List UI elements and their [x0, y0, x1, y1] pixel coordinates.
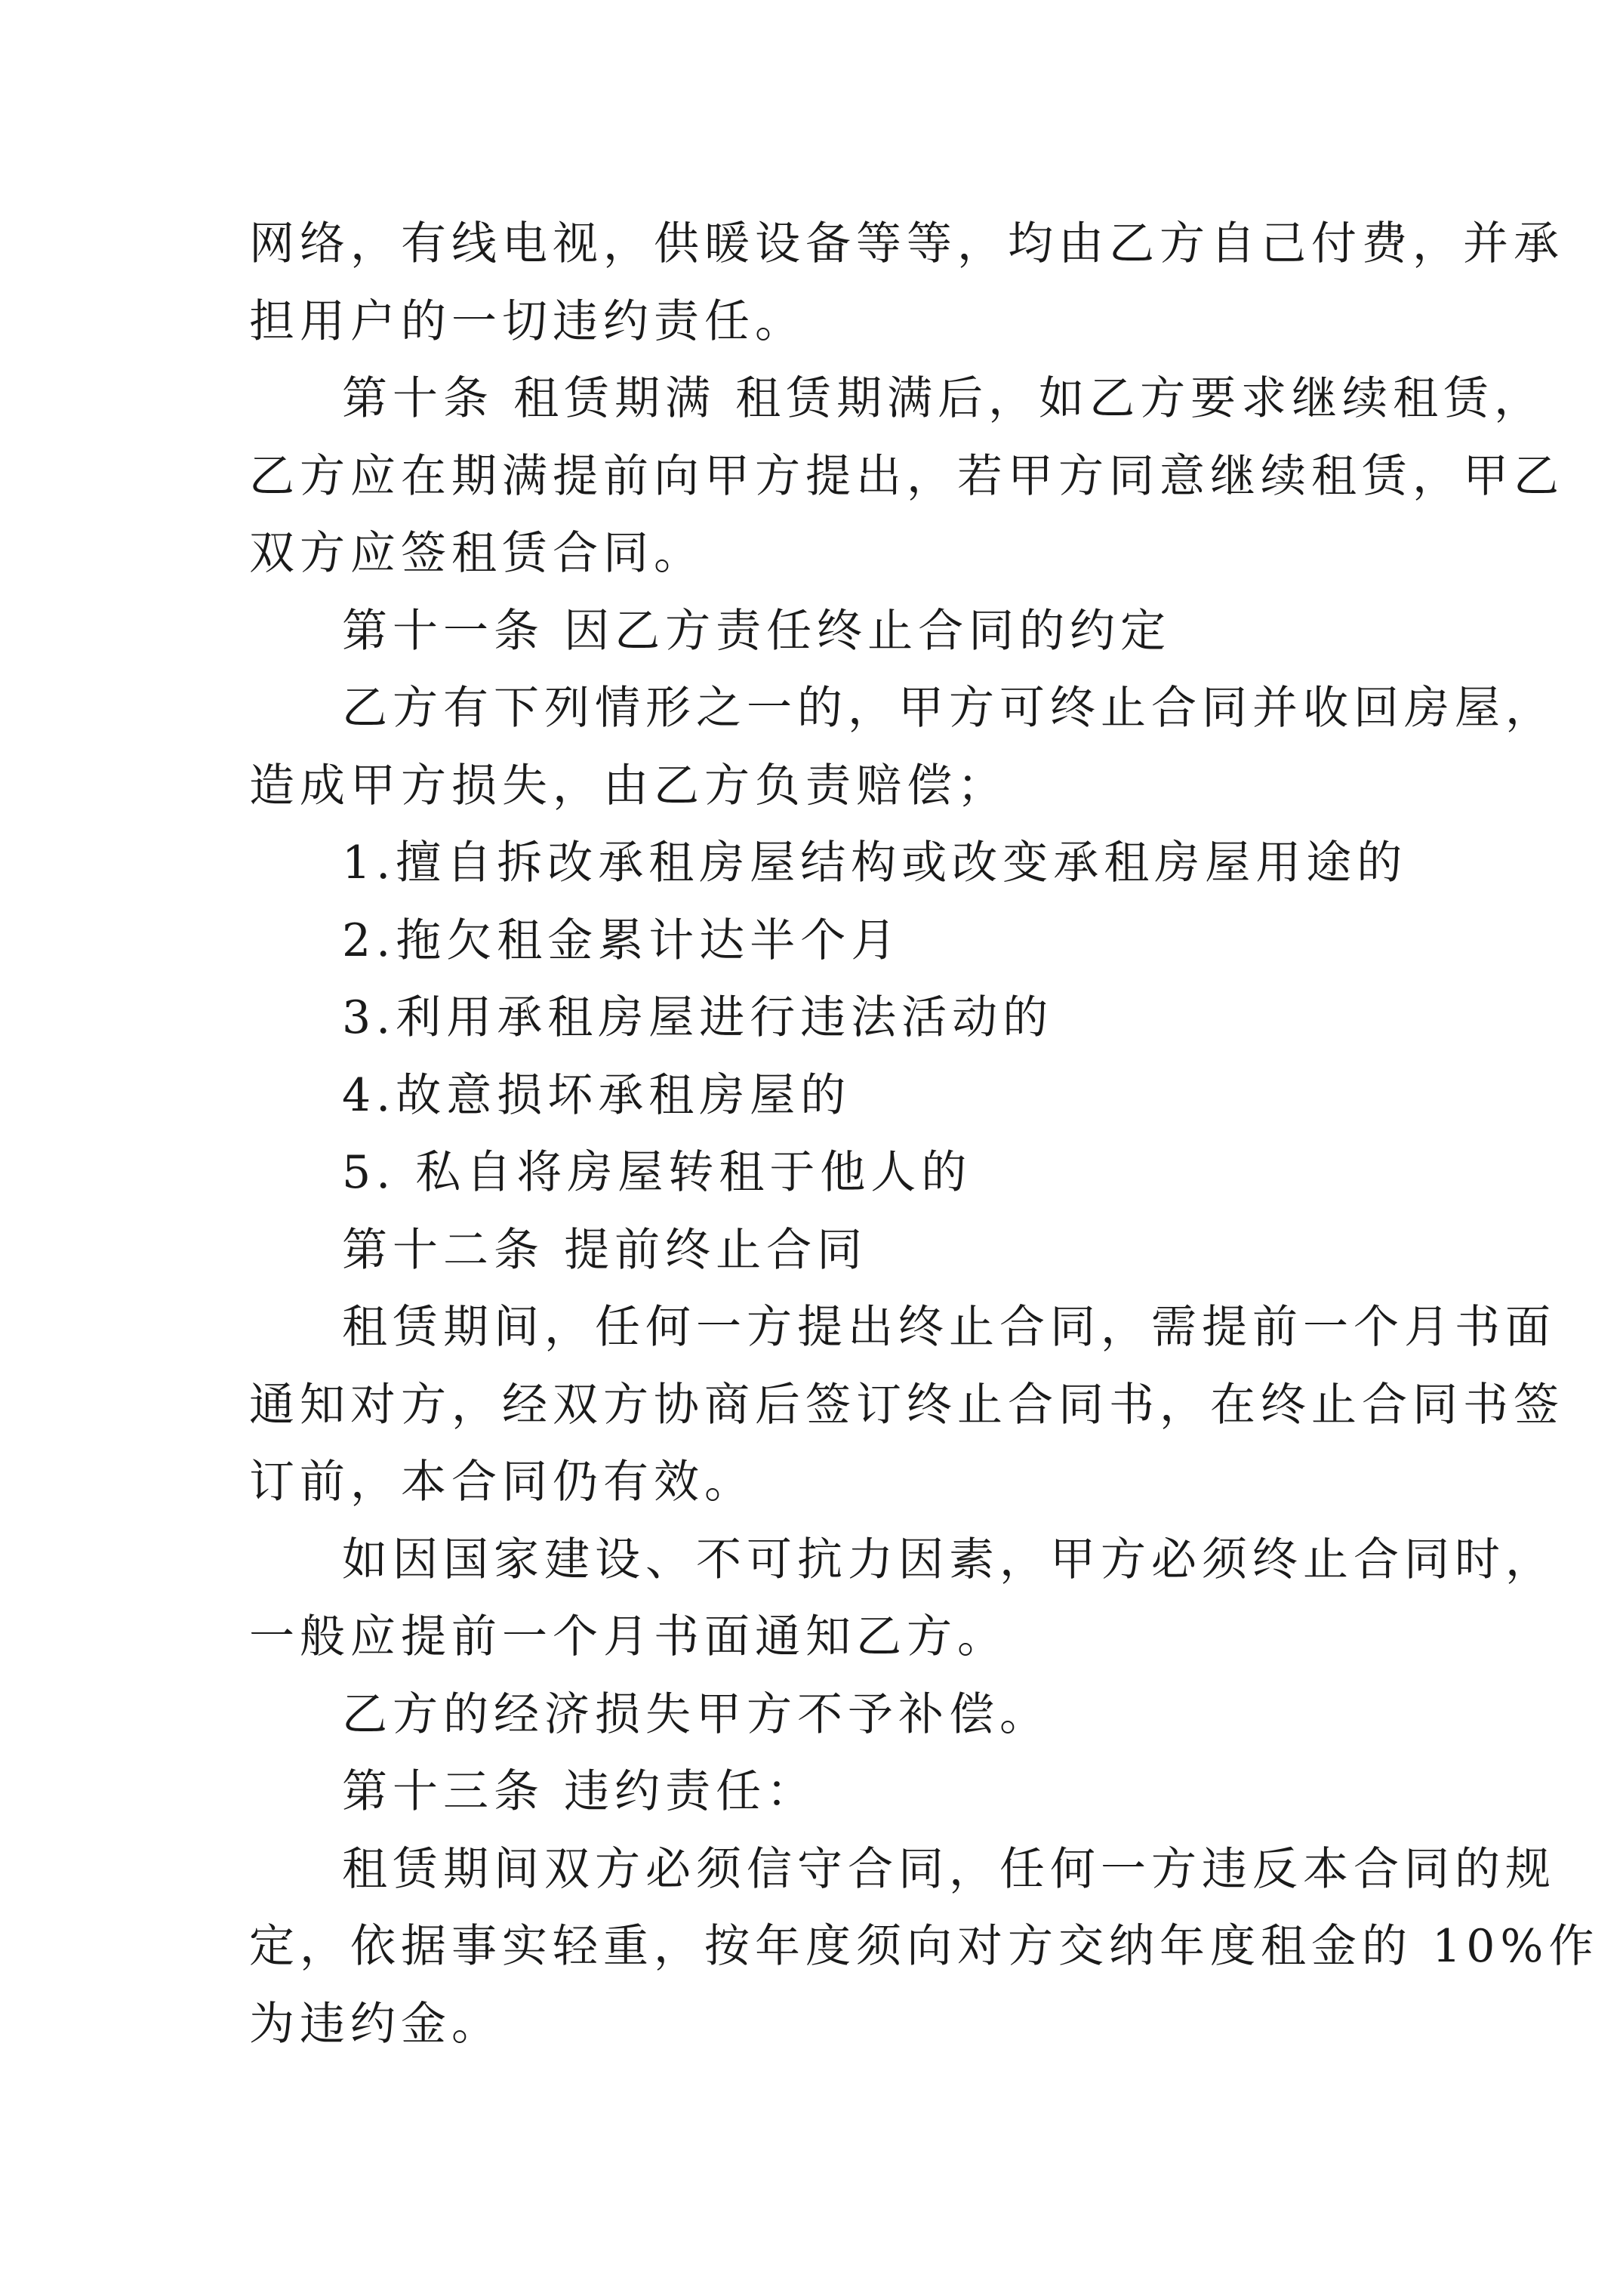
text-line: 订前，本合同仍有效。: [249, 1456, 755, 1509]
text-line: 造成甲方损失，由乙方负责赔偿；: [249, 759, 1008, 812]
text-line: 租赁期间，任何一方提出终止合同，需提前一个月书面: [342, 1301, 1556, 1354]
document-body: [249, 205, 1600, 2063]
text-line: 定，依据事实轻重，按年度须向对方交纳年度租金的 10%作: [249, 1920, 1600, 1973]
clause-11-heading: 第十一条 因乙方责任终止合同的约定: [342, 604, 1172, 658]
clause-13-heading: 第十三条 违约责任：: [342, 1765, 818, 1818]
list-item: 5. 私自将房屋转租于他人的: [342, 1146, 972, 1199]
text-line: 一般应提前一个月书面通知乙方。: [249, 1610, 1008, 1663]
list-item: 3.利用承租房屋进行违法活动的: [342, 991, 1054, 1044]
text-line: 为违约金。: [249, 1997, 502, 2051]
text-line: 乙方的经济损失甲方不予补偿。: [342, 1687, 1050, 1741]
text-line: 网络，有线电视，供暖设备等等，均由乙方自己付费，并承: [249, 217, 1564, 270]
clause-12-heading: 第十二条 提前终止合同: [342, 1223, 868, 1277]
text-line: 通知对方，经双方协商后签订终止合同书，在终止合同书签: [249, 1378, 1564, 1432]
text-line: 如因国家建设、不可抗力因素，甲方必须终止合同时，: [342, 1533, 1556, 1586]
text-line: 乙方应在期满提前向甲方提出，若甲方同意继续租赁，甲乙: [249, 449, 1564, 503]
list-item: 2.拖欠租金累计达半个月: [342, 914, 902, 967]
text-line: 乙方有下列情形之一的，甲方可终止合同并收回房屋，: [342, 682, 1556, 735]
list-item: 1.擅自拆改承租房屋结构或改变承租房屋用途的: [342, 837, 1408, 889]
text-line: 双方应签租赁合同。: [249, 527, 704, 580]
clause-10-heading: 第十条 租赁期满 租赁期满后，如乙方要求继续租赁，: [342, 372, 1545, 425]
list-item: 4.故意损坏承租房屋的: [342, 1068, 852, 1122]
text-line: 担用户的一切违约责任。: [249, 294, 805, 348]
text-line: 租赁期间双方必须信守合同，任何一方违反本合同的规: [342, 1842, 1556, 1896]
